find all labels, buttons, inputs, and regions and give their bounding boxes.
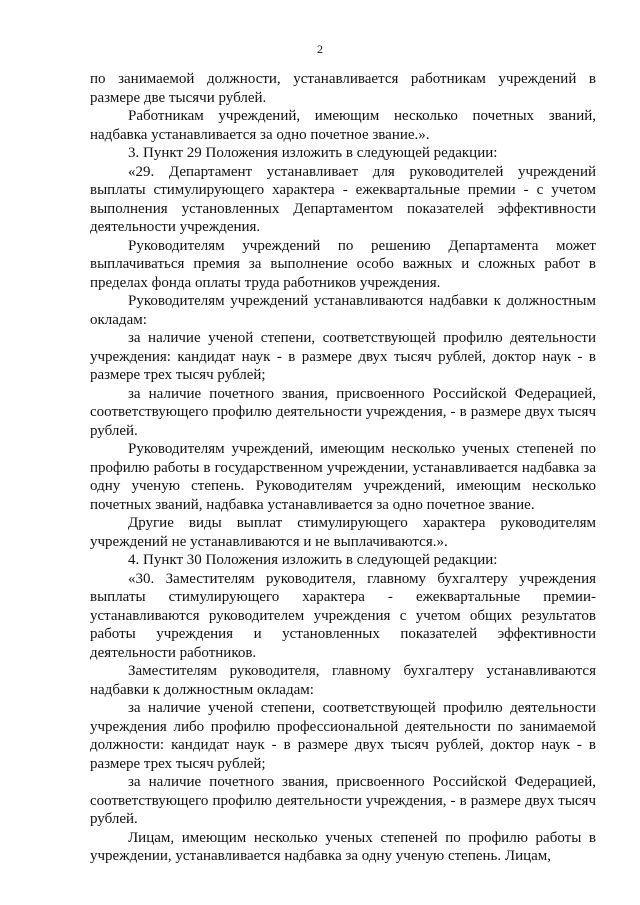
paragraph: Руководителям учреждений, имеющим несколько ученых степеней по профилю работы в государственном учреждении, устанавливается надбавка за одну ученую степень. Руководителям учреждений, имеющим несколько почетных званий, надбавка устанавливается за одно почетное звание.: [90, 441, 596, 513]
paragraph: за наличие почетного звания, присвоенного Российской Федерацией, соответствующего профилю деятельности учреждения, - в размере двух тысяч рублей.: [90, 385, 596, 439]
paragraph: Другие виды выплат стимулирующего характера руководителям учреждений не устанавливаются и не выплачиваются.».: [90, 515, 596, 550]
paragraph-item-3: 3. Пункт 29 Положения изложить в следующей редакции:: [128, 145, 498, 161]
paragraph: Лицам, имеющим несколько ученых степеней по профилю работы в учреждении, устанавливается надбавка за одну ученую степень. Лицам,: [90, 829, 596, 864]
page-number: 2: [317, 42, 323, 56]
paragraph: за наличие ученой степени, соответствующей профилю деятельности учреждения: кандидат наук - в размере двух тысяч рублей, доктор наук - в размере трех тысяч рублей;: [90, 330, 596, 383]
paragraph-item-4: 4. Пункт 30 Положения изложить в следующей редакции:: [128, 552, 498, 568]
paragraph-continuation: по занимаемой должности, устанавливается работникам учреждений в размере две тысячи рублей.: [90, 71, 596, 106]
paragraph: Заместителям руководителя, главному бухгалтеру устанавливаются надбавки к должностным окладам:: [90, 663, 596, 698]
paragraph: Работникам учреждений, имеющим несколько почетных званий, надбавка устанавливается за одно почетное звание.».: [90, 108, 596, 143]
document-body: [90, 70, 596, 866]
paragraph: «29. Департамент устанавливает для руководителей учреждений выплаты стимулирующего характера - ежеквартальные премии - с учетом выполнения установленных Департаментом показателей эффективности деятельности учреждения.: [90, 163, 596, 235]
paragraph: Руководителям учреждений по решению Департамента может выплачиваться премия за выполнение особо важных и сложных работ в пределах фонда оплаты труда работников учреждения.: [90, 237, 596, 291]
paragraph: Руководителям учреждений устанавливаются надбавки к должностным окладам:: [90, 293, 596, 328]
paragraph: «30. Заместителям руководителя, главному бухгалтеру учреждения выплаты стимулирующего характера - ежеквартальные премии- устанавливаются руководителем учреждения с учетом общих результатов работы учреждения и установленных показателей эффективности деятельности работников.: [90, 570, 596, 661]
paragraph: за наличие почетного звания, присвоенного Российской Федерацией, соответствующего профилю деятельности учреждения, - в размере двух тысяч рублей.: [90, 774, 596, 827]
paragraph: за наличие ученой степени, соответствующей профилю деятельности учреждения либо профилю профессиональной деятельности по занимаемой должности: кандидат наук - в размере двух тысяч рублей, доктор наук - в размере трех тысяч рублей;: [90, 700, 596, 772]
